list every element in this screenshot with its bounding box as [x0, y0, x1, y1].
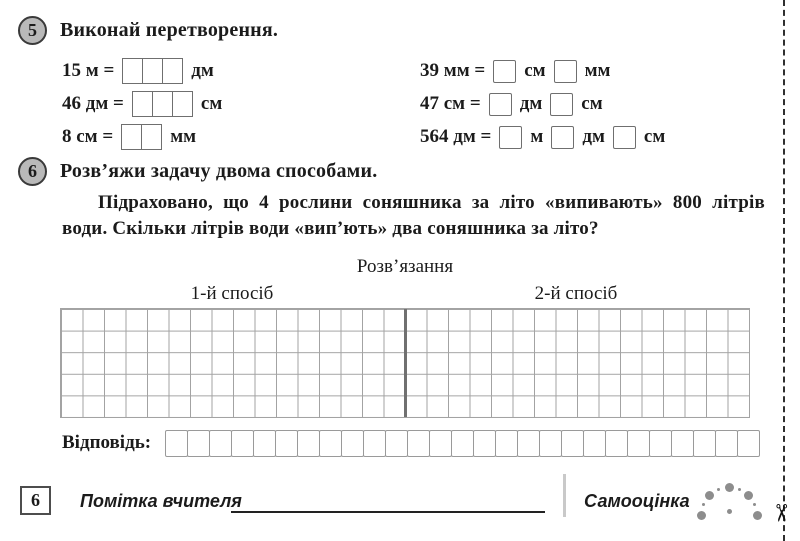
fill-in-box[interactable]: [550, 93, 573, 116]
answer-cell[interactable]: [253, 430, 276, 457]
answer-cell[interactable]: [693, 430, 716, 457]
fill-in-boxes[interactable]: [122, 58, 183, 84]
self-assessment-dots-icon[interactable]: [691, 481, 767, 523]
conversion-label: 564 дм =: [420, 126, 492, 147]
task5-right-conversions: [420, 57, 665, 156]
unit-label: дм: [519, 93, 543, 114]
gauge-dot: [744, 491, 753, 500]
answer-cell[interactable]: [737, 430, 760, 457]
footer-divider: [563, 474, 566, 517]
gauge-dot: [717, 488, 720, 491]
answer-cell[interactable]: [429, 430, 452, 457]
conversion-row: [420, 123, 665, 151]
solution-grid[interactable]: [60, 308, 750, 418]
answer-cell[interactable]: [209, 430, 232, 457]
answer-cell[interactable]: [649, 430, 672, 457]
unit-label: мм: [170, 126, 197, 147]
answer-cell[interactable]: [385, 430, 408, 457]
gauge-dot: [738, 488, 741, 491]
answer-cells[interactable]: [165, 430, 760, 457]
fill-in-boxes[interactable]: [121, 124, 162, 150]
gauge-dot: [697, 511, 706, 520]
fill-in-boxes[interactable]: [554, 60, 577, 83]
answer-cell[interactable]: [671, 430, 694, 457]
answer-cell[interactable]: [275, 430, 298, 457]
fill-in-box[interactable]: [554, 60, 577, 83]
fill-in-boxes[interactable]: [551, 126, 574, 149]
answer-cell[interactable]: [715, 430, 738, 457]
gauge-dot: [702, 503, 705, 506]
self-assessment-label: Самооцінка: [584, 491, 690, 511]
fill-in-box[interactable]: [613, 126, 636, 149]
answer-cell[interactable]: [231, 430, 254, 457]
answer-cell[interactable]: [605, 430, 628, 457]
answer-cell[interactable]: [561, 430, 584, 457]
fill-in-box[interactable]: [551, 126, 574, 149]
task5-left-conversions: [62, 57, 222, 156]
task5-number-badge: 5: [18, 16, 47, 45]
conversion-label: 47 см =: [420, 93, 481, 114]
gauge-dot: [727, 509, 732, 514]
answer-cell[interactable]: [473, 430, 496, 457]
gauge-dot: [753, 503, 756, 506]
fill-in-boxes[interactable]: [132, 91, 193, 117]
method2-label: 2-й спосіб: [534, 283, 618, 304]
unit-label: дм: [582, 126, 605, 147]
page-number: 6: [20, 486, 51, 515]
answer-cell[interactable]: [297, 430, 320, 457]
task5-header: [18, 16, 278, 45]
answer-cell[interactable]: [187, 430, 210, 457]
answer-label: Відповідь:: [62, 432, 152, 453]
fill-in-box[interactable]: [122, 58, 143, 84]
fill-in-box[interactable]: [152, 91, 173, 117]
teacher-note-label: Помітка вчителя: [80, 491, 242, 511]
method1-label: 1-й спосіб: [190, 283, 274, 304]
unit-label: см: [524, 60, 546, 81]
scissors-icon: ✂: [767, 502, 796, 524]
fill-in-box[interactable]: [141, 124, 162, 150]
task5-title: Виконай перетворення.: [60, 19, 279, 41]
answer-cell[interactable]: [495, 430, 518, 457]
answer-cell[interactable]: [451, 430, 474, 457]
answer-cell[interactable]: [517, 430, 540, 457]
conversion-row: [62, 57, 222, 85]
problem-text: Підраховано, що 4 рослини соняшника за літо «випивають» 800 літрів води. Скільки літрів води «вип’ють» два соняшника за літо?: [62, 192, 765, 239]
solution-heading: Розв’язання: [356, 256, 454, 277]
conversion-label: 39 мм =: [420, 60, 486, 81]
conversion-row: [420, 57, 665, 85]
task6-number-badge: 6: [18, 157, 47, 186]
answer-cell[interactable]: [165, 430, 188, 457]
unit-label: дм: [191, 60, 214, 81]
task6-title: Розв’яжи задачу двома способами.: [60, 160, 378, 182]
fill-in-box[interactable]: [489, 93, 512, 116]
fill-in-boxes[interactable]: [550, 93, 573, 116]
fill-in-boxes[interactable]: [489, 93, 512, 116]
conversion-row: [420, 90, 665, 118]
answer-cell[interactable]: [407, 430, 430, 457]
fill-in-box[interactable]: [142, 58, 163, 84]
grid-column-divider: [404, 309, 407, 417]
fill-in-box[interactable]: [162, 58, 183, 84]
fill-in-box[interactable]: [493, 60, 516, 83]
conversion-row: [62, 123, 222, 151]
answer-cell[interactable]: [363, 430, 386, 457]
gauge-dot: [753, 511, 762, 520]
answer-cell[interactable]: [583, 430, 606, 457]
conversion-row: [62, 90, 222, 118]
cut-line: [783, 0, 785, 541]
fill-in-boxes[interactable]: [613, 126, 636, 149]
unit-label: см: [643, 126, 666, 147]
fill-in-box[interactable]: [172, 91, 193, 117]
fill-in-boxes[interactable]: [499, 126, 522, 149]
conversion-label: 8 см =: [62, 126, 114, 147]
unit-label: см: [581, 93, 603, 114]
answer-cell[interactable]: [341, 430, 364, 457]
conversion-label: 15 м =: [62, 60, 115, 81]
answer-cell[interactable]: [539, 430, 562, 457]
gauge-dot: [705, 491, 714, 500]
task6-header: [18, 157, 377, 186]
answer-cell[interactable]: [627, 430, 650, 457]
fill-in-box[interactable]: [499, 126, 522, 149]
unit-label: м: [530, 126, 544, 147]
unit-label: см: [200, 93, 223, 114]
unit-label: мм: [584, 60, 611, 81]
fill-in-box[interactable]: [132, 91, 153, 117]
gauge-dot: [725, 483, 734, 492]
fill-in-box[interactable]: [121, 124, 142, 150]
conversion-label: 46 дм =: [62, 93, 124, 114]
answer-cell[interactable]: [319, 430, 342, 457]
teacher-note-line[interactable]: [231, 511, 545, 513]
fill-in-boxes[interactable]: [493, 60, 516, 83]
